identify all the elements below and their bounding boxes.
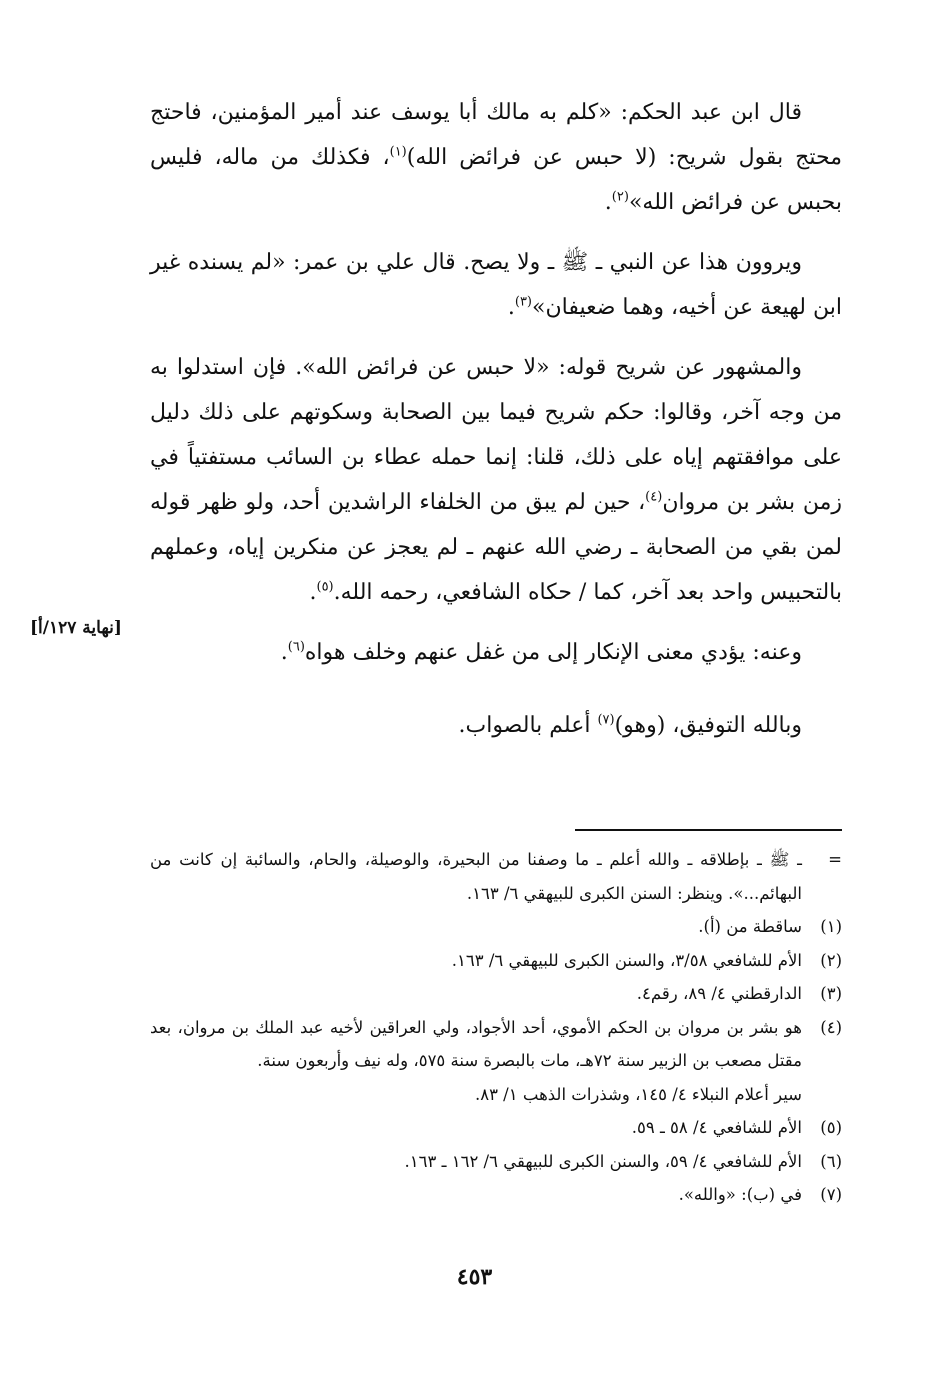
paragraph-text: وعنه: يؤدي معنى الإنكار إلى من غفل عنهم وخلف هواه: [304, 640, 802, 665]
page-number: ٤٥٣: [456, 1264, 493, 1290]
footnote-separator: [575, 829, 842, 831]
footnote-ref-6: (٦): [287, 639, 305, 655]
paragraph-4: [150, 630, 842, 675]
footnote-number: (٦): [820, 1151, 842, 1171]
paragraph-2: [150, 240, 842, 330]
footnote-text: الأم للشافعي ٤/ ٥٩، والسنن الكبرى للبيهقي ٦/ ١٦٢ ـ ١٦٣.: [404, 1151, 802, 1171]
footnote-number: (٥): [820, 1118, 842, 1137]
footnote-number: (٧): [820, 1185, 842, 1204]
paragraph-text: قال ابن عبد الحكم: «كلم به مالك أبا يوسف عند أمير المؤمنين، فاحتج محتج بقول شريح: (لا حبس عن فرائض الله): [150, 100, 842, 170]
footnote-number: (١): [820, 917, 842, 936]
paragraph-text: أعلم بالصواب.: [458, 713, 598, 738]
footnote-text: ساقطة من (أ).: [698, 917, 802, 936]
manuscript-folio-marker: [نهاية ١٢٧/أ]: [30, 618, 122, 638]
footnote-ref-5: (٥): [316, 579, 334, 595]
paragraph-text: .: [280, 640, 288, 665]
footnote-text: الأم للشافعي ٤/ ٥٨ ـ ٥٩.: [631, 1118, 802, 1137]
footnote-item: [150, 1111, 842, 1145]
footnote-text: في (ب): «والله».: [678, 1185, 802, 1204]
footnote-number: [802, 1078, 842, 1112]
footnote-item: [150, 1011, 842, 1078]
footnote-item: [150, 977, 842, 1011]
footnote-text: الدارقطني ٤/ ٨٩، رقم٤.: [636, 984, 802, 1003]
footnote-number: (٤): [820, 1017, 842, 1037]
paragraph-text: والمشهور عن شريح قوله: «لا حبس عن فرائض الله». فإن استدلوا به من وجه آخر، وقالوا: حكم شريح فيما بين الصحابة وسكوتهم على ذلك دليل على موافقتهم إياه على ذلك، قلنا: إنما حمله عطاء بن السائب مستفتياً في زمن بشر بن مروان: [150, 355, 842, 515]
footnote-ref-3: (٣): [514, 294, 532, 310]
paragraph-text: ، فكذلك من ماله، فليس بحبس عن فرائض الله»: [150, 145, 842, 215]
footnote-ref-1: (١): [389, 144, 407, 160]
footnote-ref-2: (٢): [611, 189, 629, 205]
footnote-item: [150, 1178, 842, 1212]
paragraph-5: [150, 703, 842, 748]
paragraph-text: .: [604, 190, 612, 215]
footnotes: [150, 843, 842, 1212]
footnote-text: هو بشر بن مروان بن الحكم الأموي، أحد الأجواد، ولي العراقين لأخيه عبد الملك بن مروان، بعد مقتل مصعب بن الزبير سنة ٧٢هـ، مات بالبصرة سنة ٥٧٥، وله نيف وأربعون سنة.: [150, 1017, 802, 1070]
footnote-text: الأم للشافعي ٣/٥٨، والسنن الكبرى للبيهقي ٦/ ١٦٣.: [451, 950, 802, 970]
footnote-item: [150, 1145, 842, 1179]
footnote-item: [150, 1078, 842, 1112]
footnote-number: =: [828, 850, 842, 869]
paragraph-1: [150, 90, 842, 225]
footnote-number: (٣): [820, 984, 842, 1003]
footnote-ref-7: (٧): [597, 712, 615, 728]
footnote-item: [150, 944, 842, 978]
paragraph-3: [150, 345, 842, 615]
footnote-text: سير أعلام النبلاء ٤/ ١٤٥، وشذرات الذهب ١/ ٨٣.: [474, 1084, 802, 1104]
paragraph-text: ، حين لم يبق من الخلفاء الراشدين أحد، ولو ظهر قوله لمن بقي من الصحابة ـ رضي الله عنهم ـ لم يعجز عن منكرين إياه، وعملهم بالتحبيس واحد بعد آخر، كما / حكاه الشافعي، رحمه الله.: [150, 490, 842, 605]
paragraph-text: .: [507, 295, 515, 320]
paragraph-text: .: [309, 580, 317, 605]
footnote-text: ـ ﷺ ـ بإطلاقه ـ والله أعلم ـ ما وصفنا من البحيرة، والوصيلة، والحام، والسائبة إن كانت من البهائم...». وينظر: السنن الكبرى للبيهقي ٦/ ١٦٣.: [150, 850, 802, 903]
footnote-item: [150, 910, 842, 944]
main-text: [150, 90, 842, 763]
footnote-item: [150, 843, 842, 910]
paragraph-text: وبالله التوفيق، (وهو): [614, 713, 802, 738]
paragraph-text: ويروون هذا عن النبي ـ ﷺ ـ ولا يصح. قال علي بن عمر: «لم يسنده غير ابن لهيعة عن أخيه، وهما ضعيفان»: [150, 250, 842, 320]
footnote-ref-4: (٤): [645, 489, 663, 505]
footnote-number: (٢): [820, 950, 842, 970]
